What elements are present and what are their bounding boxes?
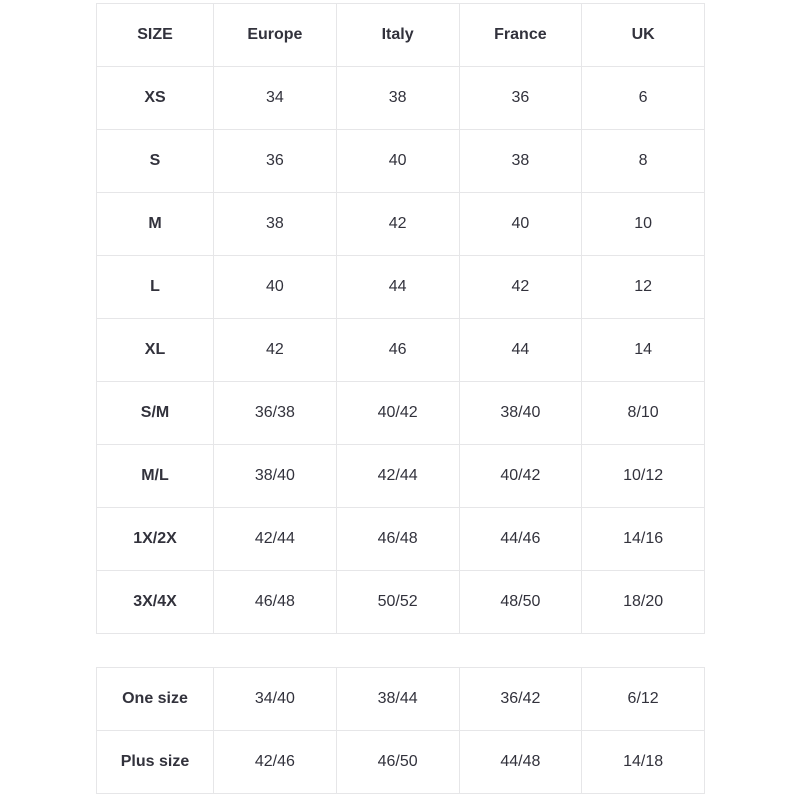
- main-size-table: [96, 3, 705, 634]
- cell-uk: 12: [582, 256, 705, 319]
- row-label: XS: [97, 67, 214, 130]
- main-size-table-container: [96, 3, 704, 634]
- cell-italy: 38: [336, 67, 459, 130]
- cell-france: 48/50: [459, 571, 582, 634]
- cell-france: 38: [459, 130, 582, 193]
- cell-europe: 42/46: [214, 731, 337, 794]
- column-header-size: SIZE: [97, 4, 214, 67]
- row-label: 1X/2X: [97, 508, 214, 571]
- row-label: S: [97, 130, 214, 193]
- cell-italy: 40: [336, 130, 459, 193]
- cell-europe: 38/40: [214, 445, 337, 508]
- cell-europe: 36: [214, 130, 337, 193]
- cell-uk: 6: [582, 67, 705, 130]
- cell-italy: 42: [336, 193, 459, 256]
- row-label: M/L: [97, 445, 214, 508]
- table-row: [97, 130, 705, 193]
- cell-france: 40: [459, 193, 582, 256]
- table-row: [97, 256, 705, 319]
- cell-france: 44/48: [459, 731, 582, 794]
- row-label: 3X/4X: [97, 571, 214, 634]
- cell-uk: 8: [582, 130, 705, 193]
- cell-uk: 10: [582, 193, 705, 256]
- cell-europe: 42: [214, 319, 337, 382]
- cell-europe: 40: [214, 256, 337, 319]
- cell-europe: 34: [214, 67, 337, 130]
- table-header-row: [97, 4, 705, 67]
- special-table-body: [97, 668, 705, 794]
- cell-france: 38/40: [459, 382, 582, 445]
- cell-uk: 8/10: [582, 382, 705, 445]
- cell-italy: 46/48: [336, 508, 459, 571]
- table-row: [97, 193, 705, 256]
- row-label: One size: [97, 668, 214, 731]
- row-label: S/M: [97, 382, 214, 445]
- table-row: [97, 382, 705, 445]
- table-row: [97, 508, 705, 571]
- table-row: [97, 67, 705, 130]
- special-size-table-container: [96, 667, 704, 794]
- cell-europe: 34/40: [214, 668, 337, 731]
- table-row: [97, 571, 705, 634]
- table-row: [97, 319, 705, 382]
- cell-france: 40/42: [459, 445, 582, 508]
- cell-uk: 10/12: [582, 445, 705, 508]
- cell-italy: 50/52: [336, 571, 459, 634]
- cell-europe: 38: [214, 193, 337, 256]
- special-size-table: [96, 667, 705, 794]
- cell-europe: 36/38: [214, 382, 337, 445]
- cell-france: 36/42: [459, 668, 582, 731]
- table-row: [97, 445, 705, 508]
- row-label: L: [97, 256, 214, 319]
- cell-italy: 46/50: [336, 731, 459, 794]
- cell-uk: 18/20: [582, 571, 705, 634]
- cell-italy: 44: [336, 256, 459, 319]
- row-label: Plus size: [97, 731, 214, 794]
- row-label: M: [97, 193, 214, 256]
- cell-france: 44: [459, 319, 582, 382]
- main-table-body: [97, 67, 705, 634]
- table-row: [97, 731, 705, 794]
- cell-italy: 46: [336, 319, 459, 382]
- cell-italy: 42/44: [336, 445, 459, 508]
- cell-france: 36: [459, 67, 582, 130]
- cell-europe: 42/44: [214, 508, 337, 571]
- cell-uk: 14/18: [582, 731, 705, 794]
- cell-italy: 40/42: [336, 382, 459, 445]
- cell-france: 42: [459, 256, 582, 319]
- table-row: [97, 668, 705, 731]
- column-header-france: France: [459, 4, 582, 67]
- column-header-europe: Europe: [214, 4, 337, 67]
- column-header-italy: Italy: [336, 4, 459, 67]
- cell-uk: 14/16: [582, 508, 705, 571]
- main-table-header: [97, 4, 705, 67]
- cell-italy: 38/44: [336, 668, 459, 731]
- cell-uk: 6/12: [582, 668, 705, 731]
- cell-france: 44/46: [459, 508, 582, 571]
- column-header-uk: UK: [582, 4, 705, 67]
- cell-uk: 14: [582, 319, 705, 382]
- cell-europe: 46/48: [214, 571, 337, 634]
- row-label: XL: [97, 319, 214, 382]
